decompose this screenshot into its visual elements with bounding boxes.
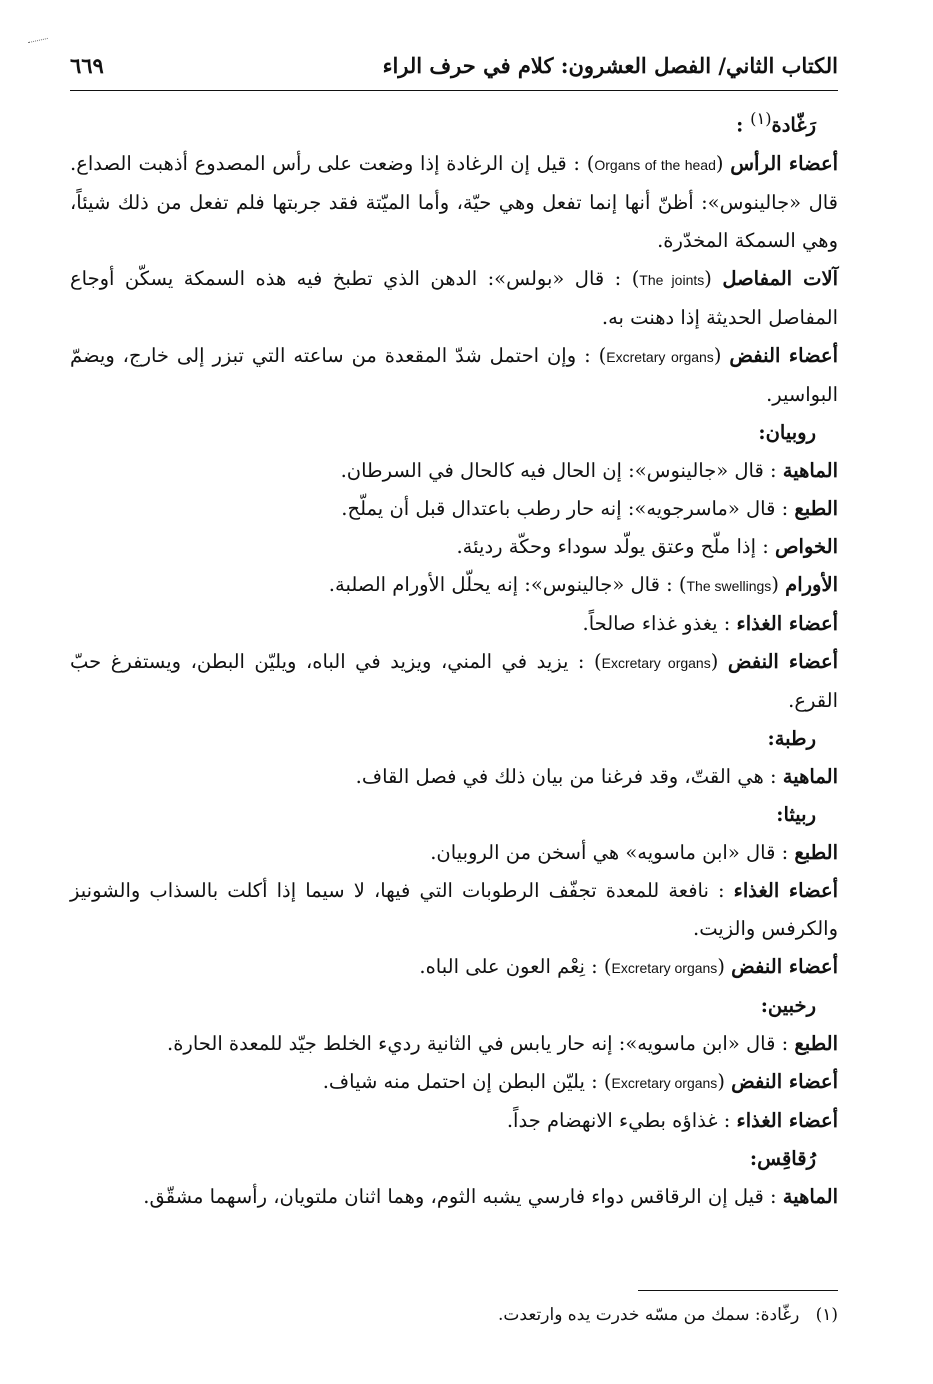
entry-item (70, 834, 838, 872)
entry-headword (70, 796, 838, 834)
entry-headword (70, 100, 838, 145)
scan-mark (28, 38, 48, 43)
item-label: أعضاء النفض (731, 1069, 838, 1093)
footnote-text: رغّادة: سمك من مسّه خدرت يده وارتعدت. (498, 1305, 800, 1325)
entry-item (70, 528, 838, 566)
headword: رَغّادة (771, 113, 816, 137)
item-label: أعضاء الغذاء (733, 878, 838, 902)
item-label: الماهية (782, 764, 838, 788)
item-label: الأورام (785, 572, 838, 596)
headword-colon: : (749, 1146, 758, 1170)
headword: رطبة (774, 726, 816, 750)
entry-headword (70, 1140, 838, 1178)
entry-item (70, 605, 838, 643)
english-term: The joints (639, 271, 705, 288)
english-term: The swellings (686, 577, 772, 594)
entry-headword (70, 987, 838, 1025)
item-label: أعضاء النفض (727, 649, 838, 673)
item-text: : قال «جالينوس»: إنه يحلّل الأورام الصلبة. (328, 572, 673, 596)
entry-item: أعضاء النفض (Excretary organs) : نِعْم العون على الباه. (419, 954, 838, 978)
headword-colon: : (776, 802, 784, 826)
entry-item: أعضاء النفض (Excretary organs) : يليّن البطن إن احتمل منه شياف. (322, 1069, 838, 1093)
english-term: Excretary organs (611, 959, 718, 976)
headword: ربيثا (783, 802, 816, 826)
entry-item (70, 452, 838, 490)
item-text: : هي القتّ، وقد فرغنا من بيان ذلك في فصل القاف. (355, 764, 777, 788)
item-text: : قال «ماسرجويه»: إنه حار رطب باعتدال قبل أن يملّح. (341, 496, 789, 520)
page-body (70, 100, 838, 1216)
headword-colon: : (736, 113, 751, 137)
item-label: أعضاء النفض (731, 954, 838, 978)
item-label: الطبع (794, 496, 838, 520)
headword: رُقاقِس (757, 1146, 816, 1170)
item-label: آلات المفاصل (722, 266, 839, 290)
item-label: الماهية (782, 1184, 838, 1208)
english-term: Excretary organs (606, 348, 714, 365)
item-text: : يليّن البطن إن احتمل منه شياف. (322, 1069, 598, 1093)
item-text: : إذا ملّح وعتق يولّد سوداء وحكّة رديئة. (456, 534, 769, 558)
item-label: أعضاء النفض (729, 343, 838, 367)
entry-item: آلات المفاصل (The joints) : قال «بولس»: الدهن الذي تطبخ فيه هذه السمكة يسكّن أوجاع المفاصل الحديثة إذا دهنت به. (70, 266, 839, 329)
item-text: : وإن احتمل شدّ المقعدة من ساعته التي تبزر إلى خارج، ويضمّ البواسير. (70, 343, 838, 406)
headword-colon: : (760, 993, 768, 1017)
item-label: أعضاء الرأس (730, 151, 839, 175)
item-label: الخواص (774, 534, 838, 558)
entry-item (70, 1025, 838, 1063)
item-label: الطبع (794, 840, 838, 864)
footnote-ref: (١) (750, 109, 772, 128)
english-term: Excretary organs (601, 654, 711, 671)
english-term: Excretary organs (611, 1074, 718, 1091)
item-label: أعضاء الغذاء (736, 1108, 838, 1132)
headword: روبيان (765, 420, 816, 444)
entry-headword (70, 414, 838, 452)
entry-headword (70, 720, 838, 758)
headword: رخبين (767, 993, 816, 1017)
item-label: أعضاء الغذاء (736, 611, 838, 635)
item-text: : قال «ابن ماسويه» هي أسخن من الروبيان. (430, 840, 789, 864)
item-text: : نِعْم العون على الباه. (419, 954, 598, 978)
entry-item (70, 758, 838, 796)
entry-item (70, 1102, 838, 1140)
item-text: : قيل إن الرغادة إذا وضعت على رأس المصدوع أذهبت الصداع. قال «جالينوس»: أظنّ أنها إنما تفعل وهي حيّة، وأما الميّتة فقد جربتها فلم تفعل من ذلك شيئاً، وهي السمكة المخدّرة. (70, 151, 838, 252)
entry-item: أعضاء النفض (Excretary organs) : وإن احتمل شدّ المقعدة من ساعته التي تبزر إلى خارج، ويضمّ البواسير. (70, 343, 838, 406)
english-term: Organs of the head (594, 156, 716, 173)
running-header (70, 40, 838, 91)
item-text: : نافعة للمعدة تجفّف الرطوبات التي فيها، لا سيما إذا أكلت بالسذاب والشونيز والكرفس والزيت. (70, 878, 838, 940)
item-label: الماهية (782, 458, 838, 482)
item-text: : يزيد في المني، ويزيد في الباه، ويليّن البطن، ويستفرغ حبّ القرع. (70, 649, 838, 712)
item-text: : غذاؤه بطيء الانهضام جداً. (506, 1108, 731, 1132)
item-text: : قال «بولس»: الدهن الذي تطبخ فيه هذه السمكة يسكّن أوجاع المفاصل الحديثة إذا دهنت به. (70, 266, 838, 329)
item-text: : قال «جالينوس»: إن الحال فيه كالحال في السرطان. (340, 458, 777, 482)
header-title: الكتاب الثاني/ الفصل العشرون: كلام في حرف الراء (382, 52, 838, 78)
entry-item: أعضاء الرأس (Organs of the head) : قيل إن الرغادة إذا وضعت على رأس المصدوع أذهبت الصداع. قال «جالينوس»: أظنّ أنها إنما تفعل وهي حيّة، وأما الميّتة فقد جربتها فلم تفعل من ذلك شيئاً، وهي السمكة المخدّرة. (70, 151, 839, 252)
item-text: : يغذو غذاء صالحاً. (582, 611, 731, 635)
footnote-marker: (١) (815, 1305, 838, 1325)
headword-colon: : (767, 726, 775, 750)
entry-item (70, 872, 838, 948)
headword-colon: : (758, 420, 766, 444)
item-text: : قيل إن الرقاقس دواء فارسي يشبه الثوم، وهما اثنان ملتويان، رأسهما مشقّق. (143, 1184, 777, 1208)
item-text: : قال «ابن ماسويه»: إنه حار يابس في الثانية رديء الخلط جيّد للمعدة الحارة. (167, 1031, 789, 1055)
footnote (70, 1298, 838, 1332)
page-number: ٦٦٩ (70, 52, 104, 78)
item-label: الطبع (794, 1031, 838, 1055)
footnote-separator (638, 1290, 838, 1291)
entry-item (70, 1178, 838, 1216)
entry-item (70, 490, 838, 528)
entry-item: الأورام (The swellings) : قال «جالينوس»: إنه يحلّل الأورام الصلبة. (328, 572, 838, 596)
entry-item: أعضاء النفض (Excretary organs) : يزيد في المني، ويزيد في الباه، ويليّن البطن، ويستفرغ حبّ القرع. (70, 649, 838, 712)
